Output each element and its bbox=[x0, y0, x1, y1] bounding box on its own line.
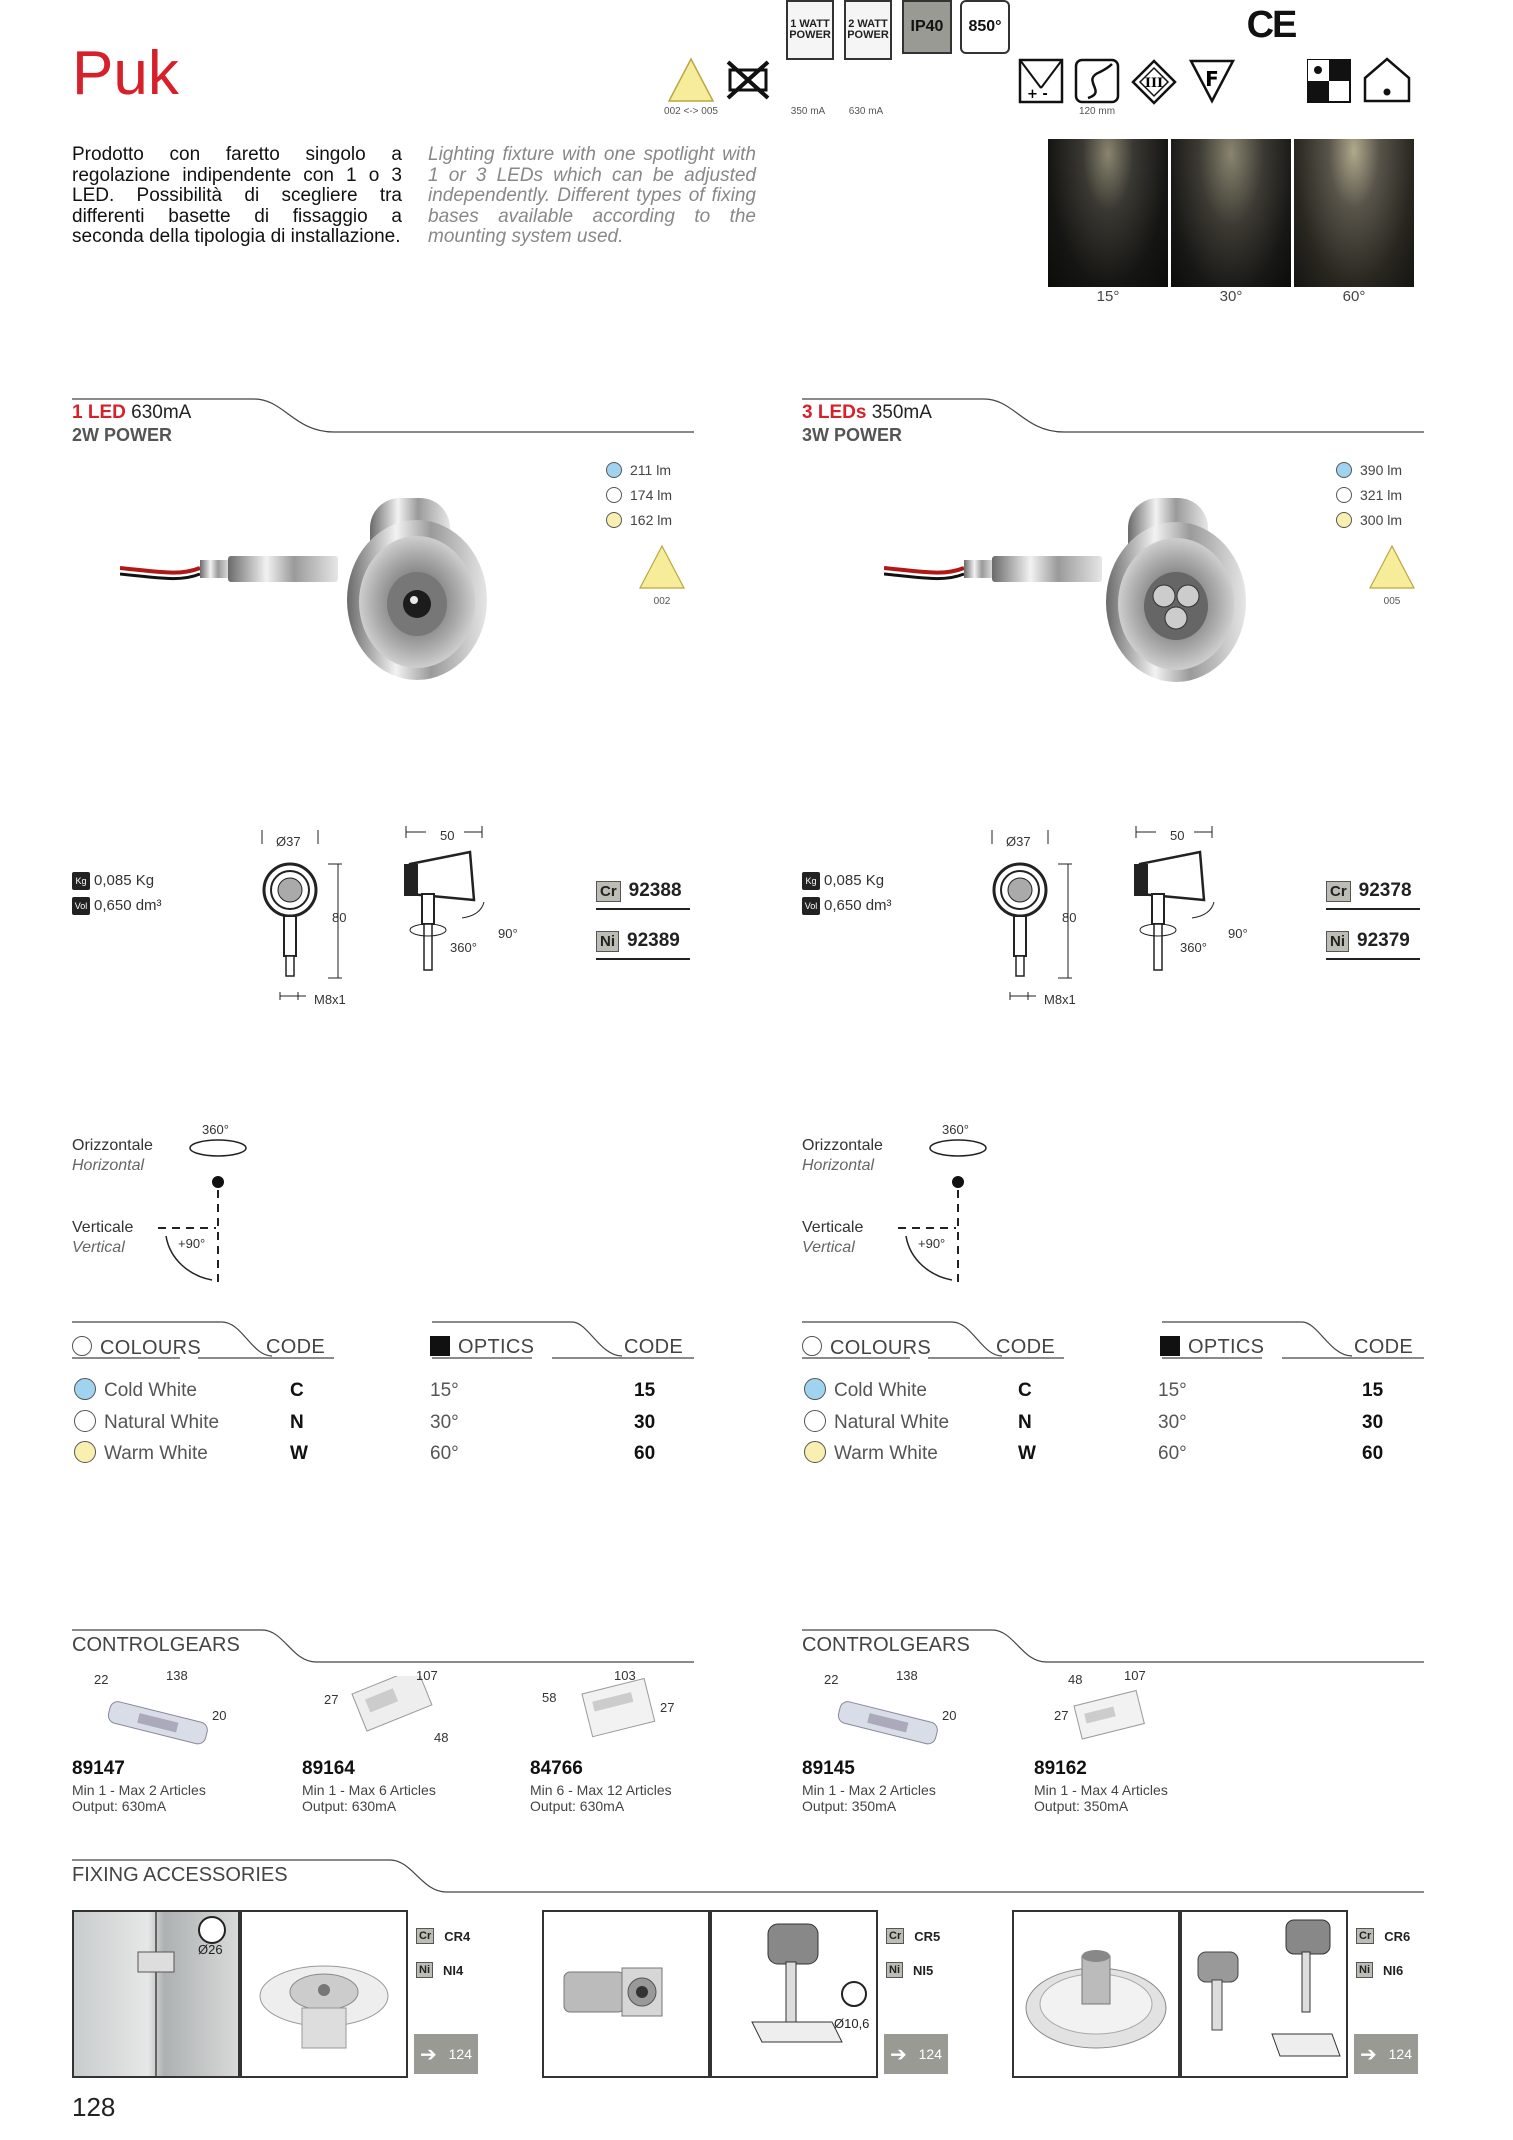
colours-header: COLOURS bbox=[72, 1336, 201, 1360]
code-ni: Ni 92379 bbox=[1326, 930, 1420, 960]
cg1-d1: 22 bbox=[824, 1672, 839, 1687]
arrow-right-icon: ➔ bbox=[890, 2043, 907, 2066]
cg2-code: 89164 bbox=[302, 1758, 355, 1779]
power2-icon: 2 WATT POWER bbox=[844, 0, 892, 60]
variant-1led-led-label: 1 LED bbox=[72, 402, 126, 423]
colour-row-cold: Cold White bbox=[804, 1378, 927, 1402]
arrow-right-icon: ➔ bbox=[420, 2043, 437, 2066]
variant-1led-power: 2W POWER bbox=[72, 425, 173, 445]
led-code-label: 002 bbox=[653, 596, 671, 607]
colours-code-header: CODE bbox=[266, 1336, 325, 1358]
code-cr: Cr 92378 bbox=[1326, 880, 1420, 910]
page-number: 128 bbox=[72, 2092, 116, 2122]
svg-text:+ -: + - bbox=[1027, 87, 1048, 102]
spotlight-base-icon bbox=[712, 1912, 876, 2076]
section-rule bbox=[802, 398, 1424, 434]
cg2-code: 89162 bbox=[1034, 1758, 1087, 1779]
optic-30: 30° bbox=[1158, 1412, 1187, 1433]
beam-label-60: 60° bbox=[1342, 288, 1366, 305]
optic-code-30: 30 bbox=[634, 1412, 656, 1433]
cg2-desc: Min 1 - Max 6 Articles Output: 630mA bbox=[302, 1782, 436, 1814]
colour-row-natural: Natural White bbox=[74, 1410, 219, 1434]
page-link-2[interactable]: ➔ 124 bbox=[884, 2034, 948, 2074]
rotation-diagram bbox=[890, 1120, 990, 1290]
cg1-d1: 22 bbox=[94, 1672, 109, 1687]
cg3-d1: 58 bbox=[542, 1690, 557, 1705]
optic-code-60: 60 bbox=[634, 1443, 656, 1464]
cg3-code: 84766 bbox=[530, 1758, 583, 1779]
dim-diameter: Ø37 bbox=[276, 834, 301, 849]
rotation-v-deg: +90° bbox=[178, 1236, 206, 1251]
dim-height: 80 bbox=[1062, 910, 1077, 925]
fixing-code-cr6: Cr CR6 bbox=[1356, 1928, 1410, 1944]
optic-code-30: 30 bbox=[1362, 1412, 1384, 1433]
fixing-photo-2b bbox=[710, 1910, 878, 2078]
optic-code-60: 60 bbox=[1362, 1443, 1384, 1464]
product-photo-1led bbox=[120, 490, 540, 740]
driver-icon bbox=[1018, 58, 1064, 104]
optic-60: 60° bbox=[1158, 1443, 1187, 1464]
cg3-desc: Min 6 - Max 12 Articles Output: 630mA bbox=[530, 1782, 672, 1814]
dim-depth: 50 bbox=[1170, 828, 1185, 843]
controlgear-images bbox=[72, 1676, 692, 1766]
power2-sub: 630 mA bbox=[848, 106, 884, 117]
ceiling-mount-icon bbox=[74, 1912, 238, 2076]
lumen-cold: 390 lm bbox=[1336, 462, 1402, 478]
house-icon bbox=[1362, 56, 1412, 104]
fixing-hole-2: Ø10,6 bbox=[834, 2016, 870, 2031]
cg2-d2: 107 bbox=[1124, 1668, 1146, 1683]
controlgear-images bbox=[802, 1676, 1202, 1766]
optic-60: 60° bbox=[430, 1443, 459, 1464]
optic-code-15: 15 bbox=[634, 1380, 656, 1401]
led-triangle-icon bbox=[666, 56, 716, 104]
beam-label-15: 15° bbox=[1096, 288, 1120, 305]
dim-thread: M8x1 bbox=[1044, 992, 1076, 1007]
cable-icon bbox=[1074, 58, 1120, 104]
weight-icon: Kg bbox=[802, 872, 820, 890]
fixing-accessories-header: FIXING ACCESSORIES bbox=[72, 1864, 288, 1886]
ce-mark: CE bbox=[1246, 3, 1296, 46]
variant-3leds-current: 350mA bbox=[871, 402, 932, 423]
cable-length-label: 120 mm bbox=[1078, 106, 1116, 117]
cg1-desc: Min 1 - Max 2 Articles Output: 350mA bbox=[802, 1782, 936, 1814]
cg1-code: 89147 bbox=[72, 1758, 125, 1779]
ip-rating-icon: IP40 bbox=[902, 0, 952, 54]
optics-code-header: CODE bbox=[1354, 1336, 1413, 1358]
beam-photo-30 bbox=[1171, 139, 1291, 287]
rotation-h-deg: 360° bbox=[942, 1122, 969, 1137]
code-ni: Ni 92389 bbox=[596, 930, 690, 960]
class-iii-icon bbox=[1130, 58, 1178, 106]
variant-3leds-led-label: 3 LEDs bbox=[802, 402, 867, 423]
colour-row-cold: Cold White bbox=[74, 1378, 197, 1402]
weight-icon: Kg bbox=[72, 872, 90, 890]
cg2-d1: 48 bbox=[1068, 1672, 1083, 1687]
cg1-d3: 20 bbox=[942, 1708, 957, 1723]
colour-code-w: W bbox=[290, 1443, 308, 1464]
cg1-d2: 138 bbox=[166, 1668, 188, 1683]
fixing-code-cr5: Cr CR5 bbox=[886, 1928, 940, 1944]
fixing-code-cr4: Cr CR4 bbox=[416, 1928, 470, 1944]
colour-code-n: N bbox=[290, 1412, 304, 1433]
surface-base-icon bbox=[1182, 1912, 1346, 2076]
colour-code-w: W bbox=[1018, 1443, 1036, 1464]
dim-rot-v: 90° bbox=[498, 926, 518, 941]
cg1-d3: 20 bbox=[212, 1708, 227, 1723]
power1-icon: 1 WATT POWER bbox=[786, 0, 834, 60]
colour-code-c: C bbox=[1018, 1380, 1032, 1401]
page-link-3[interactable]: ➔ 124 bbox=[1354, 2034, 1418, 2074]
cg1-desc: Min 1 - Max 2 Articles Output: 630mA bbox=[72, 1782, 206, 1814]
recessed-base-icon bbox=[242, 1912, 406, 2076]
variant-3leds-power: 3W POWER bbox=[802, 425, 903, 445]
led-range-label: 002 <-> 005 bbox=[664, 106, 718, 117]
technical-drawing bbox=[980, 822, 1260, 1018]
dim-depth: 50 bbox=[440, 828, 455, 843]
optic-30: 30° bbox=[430, 1412, 459, 1433]
power1-sub: 350 mA bbox=[790, 106, 826, 117]
code-cr: Cr 92388 bbox=[596, 880, 690, 910]
weight-info: Kg 0,085 Kg Vol 0,650 dm³ bbox=[72, 868, 162, 918]
lumen-cold: 211 lm bbox=[606, 462, 671, 478]
controlgears-rule bbox=[72, 1626, 694, 1664]
beam-photo-15 bbox=[1048, 139, 1168, 287]
page-link-1[interactable]: ➔ 124 bbox=[414, 2034, 478, 2074]
dim-rot-h: 360° bbox=[450, 940, 477, 955]
lumen-natural: 174 lm bbox=[606, 487, 672, 503]
threaded-bolt-icon bbox=[544, 1912, 708, 2076]
colour-code-c: C bbox=[290, 1380, 304, 1401]
cg1-code: 89145 bbox=[802, 1758, 855, 1779]
dim-rot-v: 90° bbox=[1228, 926, 1248, 941]
colour-row-warm: Warm White bbox=[74, 1441, 208, 1465]
cg2-d2: 107 bbox=[416, 1668, 438, 1683]
cg2-d3: 27 bbox=[1054, 1708, 1069, 1723]
description-english: Lighting fixture with one spotlight with 1 or 3 LEDs which can be adjusted independently. Different types of fixing bases available according to the mounting system used. bbox=[428, 144, 756, 247]
colour-row-natural: Natural White bbox=[804, 1410, 949, 1434]
beam-label-30: 30° bbox=[1219, 288, 1243, 305]
fixing-photo-2a bbox=[542, 1910, 710, 2078]
fixing-photo-1b bbox=[240, 1910, 408, 2078]
rotation-horizontal-label: Orizzontale Horizontal bbox=[72, 1137, 153, 1174]
led-triangle-icon bbox=[1368, 544, 1416, 590]
weight-info: Kg 0,085 Kg Vol 0,650 dm³ bbox=[802, 868, 892, 918]
colour-row-warm: Warm White bbox=[804, 1441, 938, 1465]
dim-thread: M8x1 bbox=[314, 992, 346, 1007]
colour-code-n: N bbox=[1018, 1412, 1032, 1433]
led-code-label: 005 bbox=[1383, 596, 1401, 607]
fixing-hole-1: Ø26 bbox=[198, 1942, 223, 1957]
product-photo-3leds bbox=[884, 490, 1304, 740]
optic-15: 15° bbox=[430, 1380, 459, 1401]
controlgears-header: CONTROLGEARS bbox=[72, 1634, 240, 1656]
fixing-rule bbox=[72, 1856, 1424, 1894]
optic-code-15: 15 bbox=[1362, 1380, 1384, 1401]
optic-15: 15° bbox=[1158, 1380, 1187, 1401]
fixing-photo-3b bbox=[1180, 1910, 1348, 2078]
cg2-d3: 48 bbox=[434, 1730, 449, 1745]
controlgears-rule bbox=[802, 1626, 1424, 1664]
fixing-photo-1a bbox=[72, 1910, 240, 2078]
lumen-warm: 162 lm bbox=[606, 512, 672, 528]
dim-height: 80 bbox=[332, 910, 347, 925]
rotation-diagram bbox=[150, 1120, 250, 1290]
cg3-d2: 103 bbox=[614, 1668, 636, 1683]
installation-icon bbox=[1306, 58, 1352, 104]
page-title: Puk bbox=[72, 39, 179, 108]
arrow-right-icon: ➔ bbox=[1360, 2043, 1377, 2066]
f-mark-icon bbox=[1188, 58, 1236, 104]
led-triangle-icon bbox=[638, 544, 686, 590]
rotation-h-deg: 360° bbox=[202, 1122, 229, 1137]
technical-drawing bbox=[250, 822, 530, 1018]
controlgears-header: CONTROLGEARS bbox=[802, 1634, 970, 1656]
fixing-code-ni6: Ni NI6 bbox=[1356, 1962, 1403, 1978]
fixing-code-ni5: Ni NI5 bbox=[886, 1962, 933, 1978]
optics-code-header: CODE bbox=[624, 1336, 683, 1358]
class-iii-text: III bbox=[1144, 76, 1164, 91]
dim-rot-h: 360° bbox=[1180, 940, 1207, 955]
colours-code-header: CODE bbox=[996, 1336, 1055, 1358]
volume-icon: Vol bbox=[802, 897, 820, 915]
no-cover-icon bbox=[724, 58, 772, 102]
optics-header: OPTICS bbox=[1160, 1336, 1264, 1359]
variant-1led-current: 630mA bbox=[131, 402, 192, 423]
dim-diameter: Ø37 bbox=[1006, 834, 1031, 849]
cg3-d3: 27 bbox=[660, 1700, 675, 1715]
beam-photo-60 bbox=[1294, 139, 1414, 287]
volume-icon: Vol bbox=[72, 897, 90, 915]
section-rule bbox=[72, 398, 694, 434]
round-base-icon bbox=[1014, 1912, 1178, 2076]
fixing-photo-3a bbox=[1012, 1910, 1180, 2078]
optics-header: OPTICS bbox=[430, 1336, 534, 1359]
lumen-natural: 321 lm bbox=[1336, 487, 1402, 503]
fixing-code-ni4: Ni NI4 bbox=[416, 1962, 463, 1978]
rotation-vertical-label: Verticale Vertical bbox=[802, 1219, 864, 1256]
colours-header: COLOURS bbox=[802, 1336, 931, 1360]
f-mark-text: F bbox=[1205, 67, 1219, 91]
rotation-vertical-label: Verticale Vertical bbox=[72, 1219, 134, 1256]
rotation-horizontal-label: Orizzontale Horizontal bbox=[802, 1137, 883, 1174]
rotation-v-deg: +90° bbox=[918, 1236, 946, 1251]
description-italian: Prodotto con faretto singolo a regolazione indipendente con 1 o 3 LED. Possibilità di scegliere tra differenti basette di fissaggio a seconda della tipologia di installazione. bbox=[72, 144, 402, 247]
glow-wire-icon: 850° bbox=[960, 0, 1010, 54]
cg2-d1: 27 bbox=[324, 1692, 339, 1707]
cg2-desc: Min 1 - Max 4 Articles Output: 350mA bbox=[1034, 1782, 1168, 1814]
cg1-d2: 138 bbox=[896, 1668, 918, 1683]
lumen-warm: 300 lm bbox=[1336, 512, 1402, 528]
